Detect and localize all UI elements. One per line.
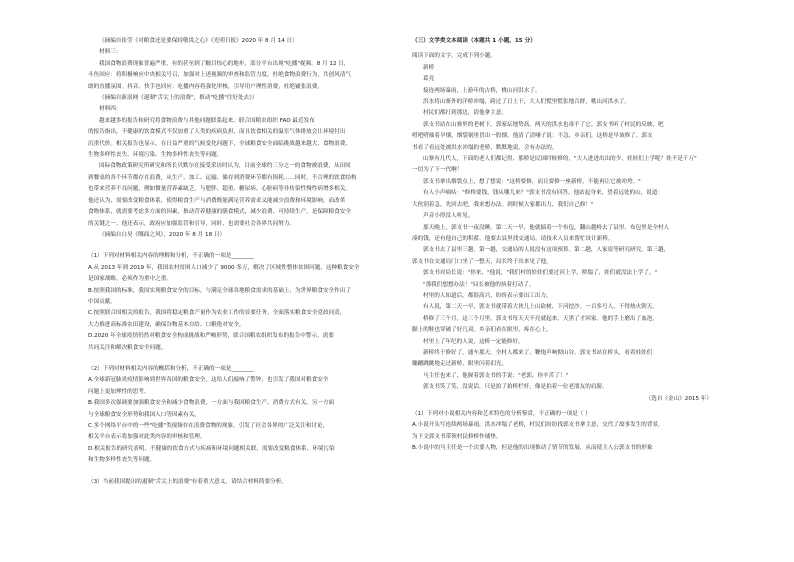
- left-text-line: 大力推进高标准农田建设，确保谷物基本自给、口粮绝对安全。: [88, 321, 245, 328]
- left-text-line: 问题上更加理性的思考。: [88, 388, 150, 395]
- right-text-line: 书看了看远处被洪水冲塌的老桥，默默地说，会有办法的。: [412, 144, 558, 151]
- left-text-line: 我国食物浪费现象普遍严重，有的甚至到了触目惊心的地步，部分平台出现"吃播"视频。8 月 12 日，: [99, 60, 350, 67]
- right-text-line: 郭支书笑了笑，没说话，只是拍了拍桥栏杆，像是拍着一位老朋友的肩膀。: [423, 384, 608, 391]
- left-text-line: D.相关报告的研究表明，不健康的饮食方式与疾病和环境问题相关联，需要改变粮食体系、环境污染: [88, 445, 335, 452]
- right-text-line: （1）下列对小说相关内容和艺术特色的分析鉴赏，不正确的一项是（ ）: [412, 411, 591, 417]
- left-text-line: B.我国多次强调要加强粮食安全和减少食物浪费，一方面与我国粮食生产、消费方式有关，另一方面: [88, 400, 335, 407]
- right-text-line: 有人说，第二天一早，郭支书就带着大伙儿上山砍树、下河挖沙。一百多号人，干得热火朝天。: [423, 304, 658, 311]
- left-text-line: 沉重代价。相关报告也显示，在日益严重的气候变化问题下，全球粮食安全面临挑战越来越大，食物浪费、: [88, 140, 351, 147]
- left-text-line: （2）下列对材料相关内容的概括和分析，不正确的一项是________: [88, 365, 254, 372]
- right-text-line: 马主任也来了，他握着郭支书的手说："老郭，你辛苦了！": [423, 372, 568, 379]
- left-text-line: 材料三：: [99, 49, 122, 56]
- right-text-line: 桥修了三个月。这三个月里，郭支书每天天不亮就起来，天黑了才回家。他的手上磨出了血泡，: [423, 315, 658, 322]
- right-text-line: 郭支书站在山寨里的老树下，郭家坛地势高，两天的洪水也毒不了它。郭支书听了村民的反映，吧: [423, 121, 664, 128]
- right-text-line: 大伙别着急，先回去吧，我来想办法。到时候大家都出力，我们自己修！": [412, 201, 594, 208]
- left-text-line: C.按照联合国相关的报告，我国将稳定粮食产量作为农业工作的首要任务，全面落实粮食安全党政同责，: [88, 310, 346, 317]
- right-text-line: B.小说中的马主任是一个次要人物，但是他的出现推动了情节的发展，从而使主人公郭支书的形象: [412, 445, 653, 452]
- right-text-line: 郭支书拿出烟袋点上，想了想说："这桥要修，而且要修一座新桥，不能再让它被冲垮。": [423, 178, 641, 185]
- right-text-line: "那我们想想办法！"局长被他的执着打动了。: [423, 281, 535, 288]
- right-text-line: 郭支书对局长说："你来，"他说，"我们村的娃娃们要过河上学，桥塌了，娃们就没法上学了。": [423, 270, 658, 277]
- left-text-line: A.全球新冠肺炎疫情影响到世界各国的粮食安全，这给人们敲响了警钟，也引发了我国对粮食安全: [88, 377, 329, 384]
- left-text-line: A.从 2013 年到 2019 年，我国农村贫困人口减少了 9000 多万，解决了区域性整体贫困问题，这种粮食安全: [88, 264, 360, 271]
- left-text-line: B.按照我国的标准，我国实现粮食安全的目标，与满足全球各地粮食需求的基础上，为世界粮食安全作出了: [88, 287, 351, 294]
- left-text-line: （3）当前我国提出的遏制"舌尖上的浪费"有着重大意义，请结合材料简要分析。: [88, 478, 287, 485]
- right-text-line: 洪水将山寨外的洋桥冲塌，跨过了日上下，大人们慌里慌张地合群，桃山河洪水了。: [423, 99, 630, 106]
- left-text-line: 朗的直播氛围。抖音、快手也回应：吃播内容将强化审核，引导用户理性消费，杜绝铺张浪费。: [88, 83, 323, 90]
- right-text-line: 村里的人知道后，都很高兴，纷纷表示要出工出力。: [423, 292, 552, 299]
- left-text-line: C.多个网络平台中的一些"吃播"类视频存在浪费食物的现象，引发了社会各界的广泛关注和讨论，: [88, 423, 329, 429]
- left-text-line: 材料四：: [99, 106, 122, 113]
- left-text-line: 斗鱼回应：将积极响应中央相关号召，加强对上述视频的审查和监管力度，杜绝食物浪费行为，共创风清气: [88, 72, 351, 79]
- right-text-line: （三）文学类文本阅读（本题共 1 小题，15 分）: [412, 38, 536, 44]
- right-text-line: 新桥终于修好了，通车那天，全村人都来了，鞭炮声响彻山谷。郭支书站在桥头，看着娃娃们: [423, 349, 653, 356]
- right-text-line: （选自《金山》2015 年）: [645, 395, 712, 402]
- right-text-line: 为下文郭支书带领村民修桥作铺垫。: [412, 433, 502, 440]
- left-column: [88, 36, 388, 488]
- left-text-line: 和生物多样性丧失等问题。: [88, 457, 156, 464]
- right-text-line: 新桥: [423, 64, 435, 71]
- right-text-line: 郭支书去了县里三趟。第一趟，交通局的人说没有这项预算。第二趟，人家说等研究研究。第三趟，: [423, 247, 670, 254]
- left-text-line: （摘编自崔莹《对粮食还是要保持敬畏之心》《光明日报》2020 年 8 月 14 日）: [99, 38, 298, 44]
- left-text-line: （摘编自新浪网《遏制"舌尖上的浪费"，推动"吃播"往好处去》）: [99, 95, 258, 102]
- left-text-line: 食物体系，就需要考虑多方面的因素，推动营养健康的膳食模式，减少浪费、可持续生产，是保障粮食安全: [88, 209, 351, 216]
- left-text-line: 的报告指出，不健康的饮食模式不仅加重了人类的疾病负担，而且饮食相关的温室气体排放会让环境付出: [88, 129, 346, 136]
- left-text-line: 到餐桌的各个环节都存在浪费，从生产、加工、运输、储存到消费环节都有损耗……同时，不合理的饮食结构: [88, 174, 357, 181]
- left-text-line: 中国贡献。: [88, 298, 116, 305]
- left-text-line: 生物多样性丧失、环境污染、生物多样性丧失等问题。: [88, 152, 223, 159]
- left-text-line: （摘编自白昊《哪面之风》，2020 年 8 月 18 日）: [99, 231, 226, 238]
- left-text-line: D.2020 年全球疫情仍然对粮食安全构成挑战和严峻形势，联合国粮农组织发布的报告中警示，需要: [88, 333, 334, 340]
- right-text-line: 声音小得没人听见。: [423, 213, 474, 220]
- right-text-line: 阅读下面的文字，完成下列小题。: [412, 53, 496, 60]
- left-text-line: 越来越多的报告和研究将食物浪费与其他问题联系起来。联合国粮农组织 FAO 最近发布: [99, 117, 315, 124]
- left-text-line: 也带来营养不良问题，例如微量营养素缺乏，与肥胖、超重、糖尿病、心脏病等非传染性慢性病增多相关。: [88, 186, 351, 193]
- right-text-line: 凑的钱，还有他自己的积蓄。他要去县里找交通局，请技术人员来帮忙设计新桥。: [412, 235, 614, 242]
- left-text-line: （1）下列对材料相关内容的理解和分析，不正确的一项是________: [88, 253, 254, 260]
- left-text-line: 与全球粮食安全形势和我国人口等因素有关。: [88, 411, 200, 418]
- right-text-line: 郭支书在交通局门口坐了一整天，局长终于出来见了他。: [412, 258, 552, 265]
- right-text-line: 那天晚上，郭支书一夜没睡。第二天一早，他就揣着一个布包，翻山越岭去了县里。布包里是全村人: [423, 224, 670, 231]
- left-text-line: 相关平台表示将加强对此类内容的审核和管理。: [88, 434, 206, 441]
- right-text-line: A.小说开头写连续两场暴雨，洪水冲塌了老桥，村民们纷纷找郭支书拿主意，交代了故事发生的背景，: [412, 422, 664, 429]
- right-text-line: 有人小声嘀咕："修桥要钱，钱从哪儿来？"郭支书没有回答，他站起身来，望着远处的山，说道：: [423, 190, 664, 197]
- right-text-line: 山寨有几代人，下面的老人们都记得，那桥是民国时候修的，"大人进进出出的少，娃娃们上学呢？娃不是千万": [423, 156, 697, 163]
- right-text-line: 接连两场暴雨，上游年的古桥，桃山河洪水了。: [423, 87, 541, 94]
- left-text-line: 是国家战略，必须作为重中之重。: [88, 276, 172, 283]
- right-text-line: 蹦蹦跳跳地走过新桥，眼里闪着泪光。: [412, 361, 508, 368]
- left-text-line: 国际食物政策研究所研究和所长贝默尔在接受采访时认为，目前全球约三分之一的食物被浪费，从田间: [99, 163, 351, 170]
- right-text-line: 脚上的鞋也穿破了好几双。乡亲们看在眼里，疼在心上。: [412, 327, 552, 334]
- left-text-line: 共同关注和解决粮食安全问题。: [88, 344, 167, 351]
- right-text-line: 一切为了下一代啊！: [412, 167, 463, 174]
- left-text-line: 他还认为，需要改变粮食体系，使得粮食生产与消费既能满足营养需求又能减少浪费和环境影响。而改革: [88, 197, 346, 204]
- right-column: [412, 36, 712, 455]
- left-text-line: 的关键之一。他还表示，政府应加强监管和引导，同时，也需要社会各界共同努力。: [88, 220, 295, 227]
- right-text-line: 葛亮: [423, 76, 435, 83]
- right-text-line: 村里上了年纪的人说，这桥一定能修好。: [423, 338, 524, 345]
- right-text-line: 村民们都打到那边，请他拿主意。: [423, 110, 507, 117]
- right-text-line: 嗒吧嗒抽着旱烟，烟袋锅里冒出一股烟，他清了清嗓子说：不急，乡亲们，这桥是早该修了。郭支: [412, 133, 653, 140]
